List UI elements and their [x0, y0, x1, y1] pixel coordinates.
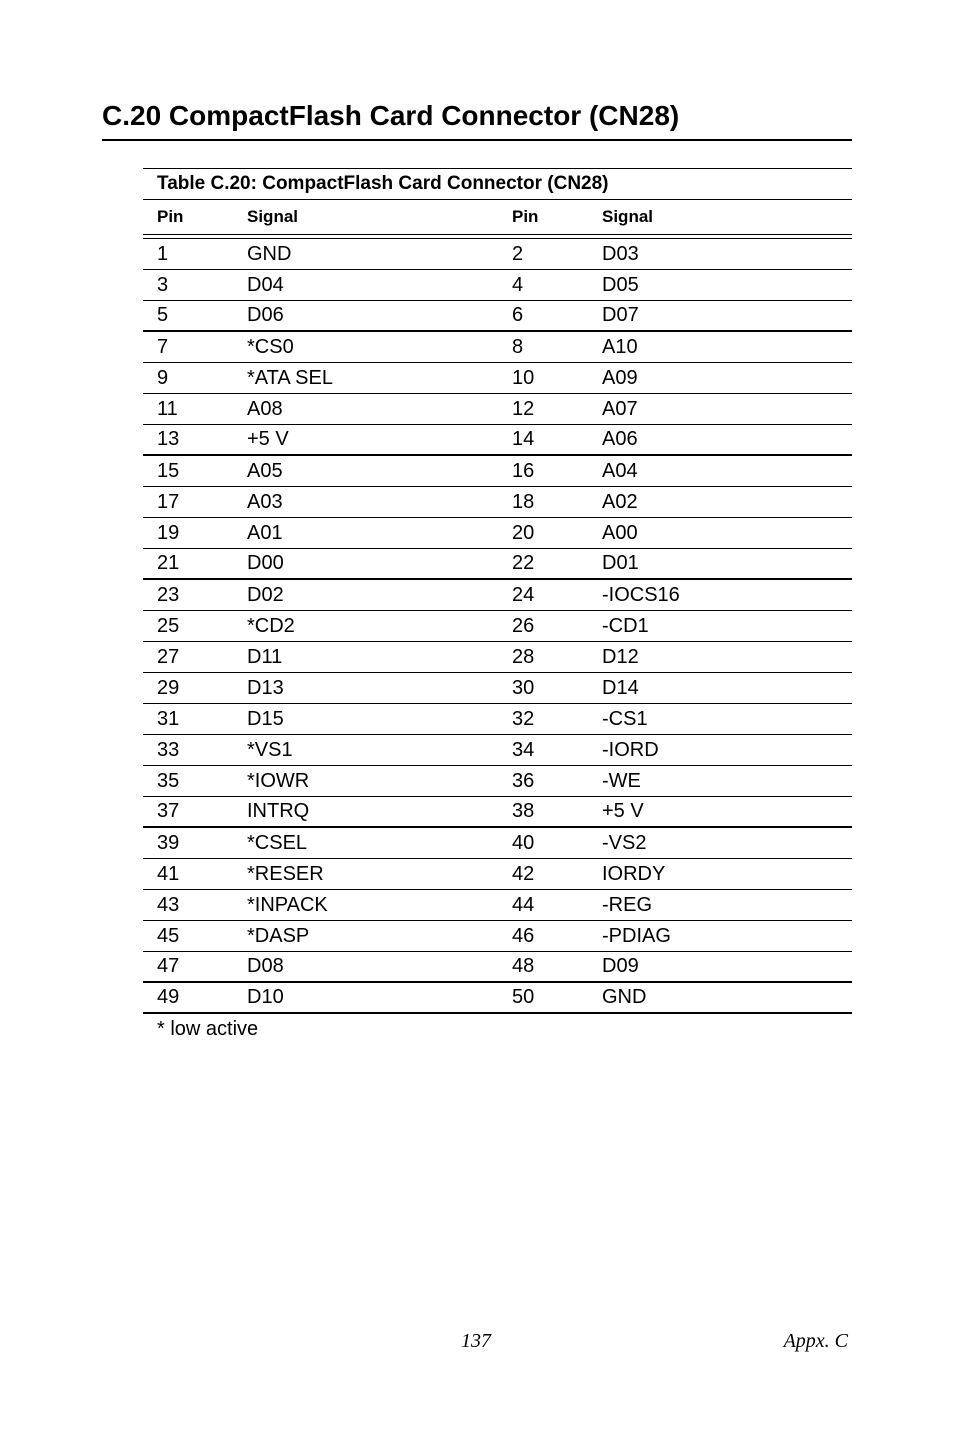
pin-cell: 37 [157, 800, 180, 822]
pin-cell: 2 [512, 242, 524, 265]
pin-table [143, 168, 852, 1041]
signal-cell: D15 [247, 707, 284, 730]
signal-cell: *VS1 [247, 738, 293, 761]
pin-cell: 14 [512, 428, 535, 450]
pin-cell: 9 [157, 366, 169, 389]
page-number: 137 [461, 1330, 491, 1352]
signal-cell: -PDIAG [602, 924, 671, 947]
pin-cell: 45 [157, 924, 180, 947]
pin-cell: 32 [512, 707, 535, 730]
signal-cell: D05 [602, 273, 639, 296]
table-row [143, 332, 852, 363]
section-title: C.20 CompactFlash Card Connector (CN28) [102, 100, 680, 131]
signal-cell: A07 [602, 397, 638, 420]
pin-cell: 7 [157, 335, 169, 358]
table-row [143, 642, 852, 673]
table-row [143, 673, 852, 704]
signal-cell: *DASP [247, 924, 310, 947]
signal-cell: -WE [602, 769, 641, 792]
pin-cell: 25 [157, 614, 180, 637]
pin-cell: 22 [512, 552, 535, 574]
pin-cell: 33 [157, 738, 180, 761]
pin-cell: 31 [157, 707, 180, 730]
signal-cell: A00 [602, 521, 638, 544]
pin-cell: 19 [157, 521, 180, 544]
table-row [143, 611, 852, 642]
pin-cell: 28 [512, 645, 535, 668]
signal-cell: -CS1 [602, 707, 648, 730]
table-row [143, 363, 852, 394]
pin-cell: 12 [512, 397, 535, 420]
table-caption: Table C.20: CompactFlash Card Connector (CN28) [143, 169, 852, 200]
table-row [143, 983, 852, 1014]
signal-cell: D11 [247, 645, 283, 668]
signal-cell: INTRQ [247, 800, 310, 822]
signal-cell: A09 [602, 366, 638, 389]
table-row [143, 797, 852, 828]
table-row [143, 425, 852, 456]
signal-cell: D08 [247, 955, 284, 977]
table-row [143, 704, 852, 735]
pin-cell: 6 [512, 304, 524, 326]
pin-cell: 17 [157, 490, 180, 513]
signal-cell: *INPACK [247, 893, 328, 916]
pin-cell: 34 [512, 738, 535, 761]
table-header-row [143, 200, 852, 235]
pin-cell: 8 [512, 335, 524, 358]
pin-cell: 21 [157, 552, 180, 574]
pin-cell: 48 [512, 955, 535, 977]
pin-cell: 10 [512, 366, 535, 389]
signal-cell: *ATA SEL [247, 366, 333, 389]
signal-cell: D13 [247, 676, 284, 699]
signal-cell: -VS2 [602, 831, 647, 854]
signal-cell: A08 [247, 397, 283, 420]
pin-cell: 13 [157, 428, 180, 450]
signal-cell: *CSEL [247, 831, 308, 854]
signal-cell: D00 [247, 552, 284, 574]
pin-cell: 47 [157, 955, 180, 977]
pin-cell: 50 [512, 986, 535, 1008]
table-row [143, 859, 852, 890]
signal-cell: A02 [602, 490, 638, 513]
pin-cell: 36 [512, 769, 535, 792]
signal-cell: -REG [602, 893, 652, 916]
pin-cell: 39 [157, 831, 180, 854]
table-body [143, 239, 852, 1014]
signal-cell: D03 [602, 242, 639, 265]
pin-cell: 30 [512, 676, 535, 699]
signal-cell: D12 [602, 645, 639, 668]
signal-cell: -IOCS16 [602, 583, 680, 606]
pin-cell: 4 [512, 273, 524, 296]
signal-cell: GND [602, 986, 647, 1008]
pin-cell: 42 [512, 862, 535, 885]
pin-cell: 40 [512, 831, 535, 854]
table-row [143, 921, 852, 952]
signal-cell: *CS0 [247, 335, 294, 358]
signal-cell: A06 [602, 428, 638, 450]
pin-cell: 41 [157, 862, 180, 885]
pin-cell: 20 [512, 521, 535, 544]
header-pin-2: Pin [512, 207, 539, 226]
table-note: * low active [157, 1018, 259, 1040]
table-row [143, 890, 852, 921]
signal-cell: D06 [247, 304, 284, 326]
table-row [143, 766, 852, 797]
pin-cell: 46 [512, 924, 535, 947]
pin-cell: 16 [512, 459, 535, 482]
pin-cell: 3 [157, 273, 169, 296]
table-row [143, 239, 852, 270]
pin-cell: 38 [512, 800, 535, 822]
signal-cell: *CD2 [247, 614, 295, 637]
table-row [143, 487, 852, 518]
table-row [143, 828, 852, 859]
signal-cell: IORDY [602, 862, 666, 885]
table-row [143, 394, 852, 425]
pin-cell: 15 [157, 459, 180, 482]
signal-cell: D10 [247, 986, 284, 1008]
pin-cell: 26 [512, 614, 535, 637]
signal-cell: *IOWR [247, 769, 310, 792]
title-rule [102, 139, 852, 141]
signal-cell: D01 [602, 552, 639, 574]
signal-cell: +5 V [247, 428, 289, 450]
table-row [143, 301, 852, 332]
signal-cell: A04 [602, 459, 638, 482]
signal-cell: D04 [247, 273, 284, 296]
pin-cell: 24 [512, 583, 535, 606]
signal-cell: D02 [247, 583, 284, 606]
table-row [143, 580, 852, 611]
pin-cell: 43 [157, 893, 180, 916]
table-row [143, 549, 852, 580]
signal-cell: -IORD [602, 738, 659, 761]
pin-cell: 18 [512, 490, 535, 513]
pin-cell: 11 [157, 397, 178, 420]
signal-cell: A03 [247, 490, 283, 513]
signal-cell: D07 [602, 304, 639, 326]
appendix-label: Appx. C [783, 1330, 848, 1352]
signal-cell: A01 [247, 521, 283, 544]
header-pin-1: Pin [157, 207, 184, 226]
header-signal-2: Signal [602, 207, 654, 226]
header-signal-1: Signal [247, 207, 299, 226]
table-row [143, 952, 852, 983]
signal-cell: A05 [247, 459, 283, 482]
table-row [143, 518, 852, 549]
table-row [143, 735, 852, 766]
pin-cell: 27 [157, 645, 180, 668]
signal-cell: GND [247, 242, 292, 265]
pin-cell: 23 [157, 583, 180, 606]
pin-cell: 35 [157, 769, 180, 792]
signal-cell: *RESER [247, 862, 324, 885]
pin-cell: 5 [157, 304, 169, 326]
signal-cell: -CD1 [602, 614, 649, 637]
signal-cell: D09 [602, 955, 639, 977]
signal-cell: +5 V [602, 800, 644, 822]
table-row [143, 456, 852, 487]
pin-cell: 29 [157, 676, 180, 699]
signal-cell: D14 [602, 676, 639, 699]
pin-cell: 44 [512, 893, 535, 916]
pin-cell: 1 [157, 242, 169, 265]
signal-cell: A10 [602, 335, 638, 358]
pin-cell: 49 [157, 986, 180, 1008]
table-row [143, 270, 852, 301]
